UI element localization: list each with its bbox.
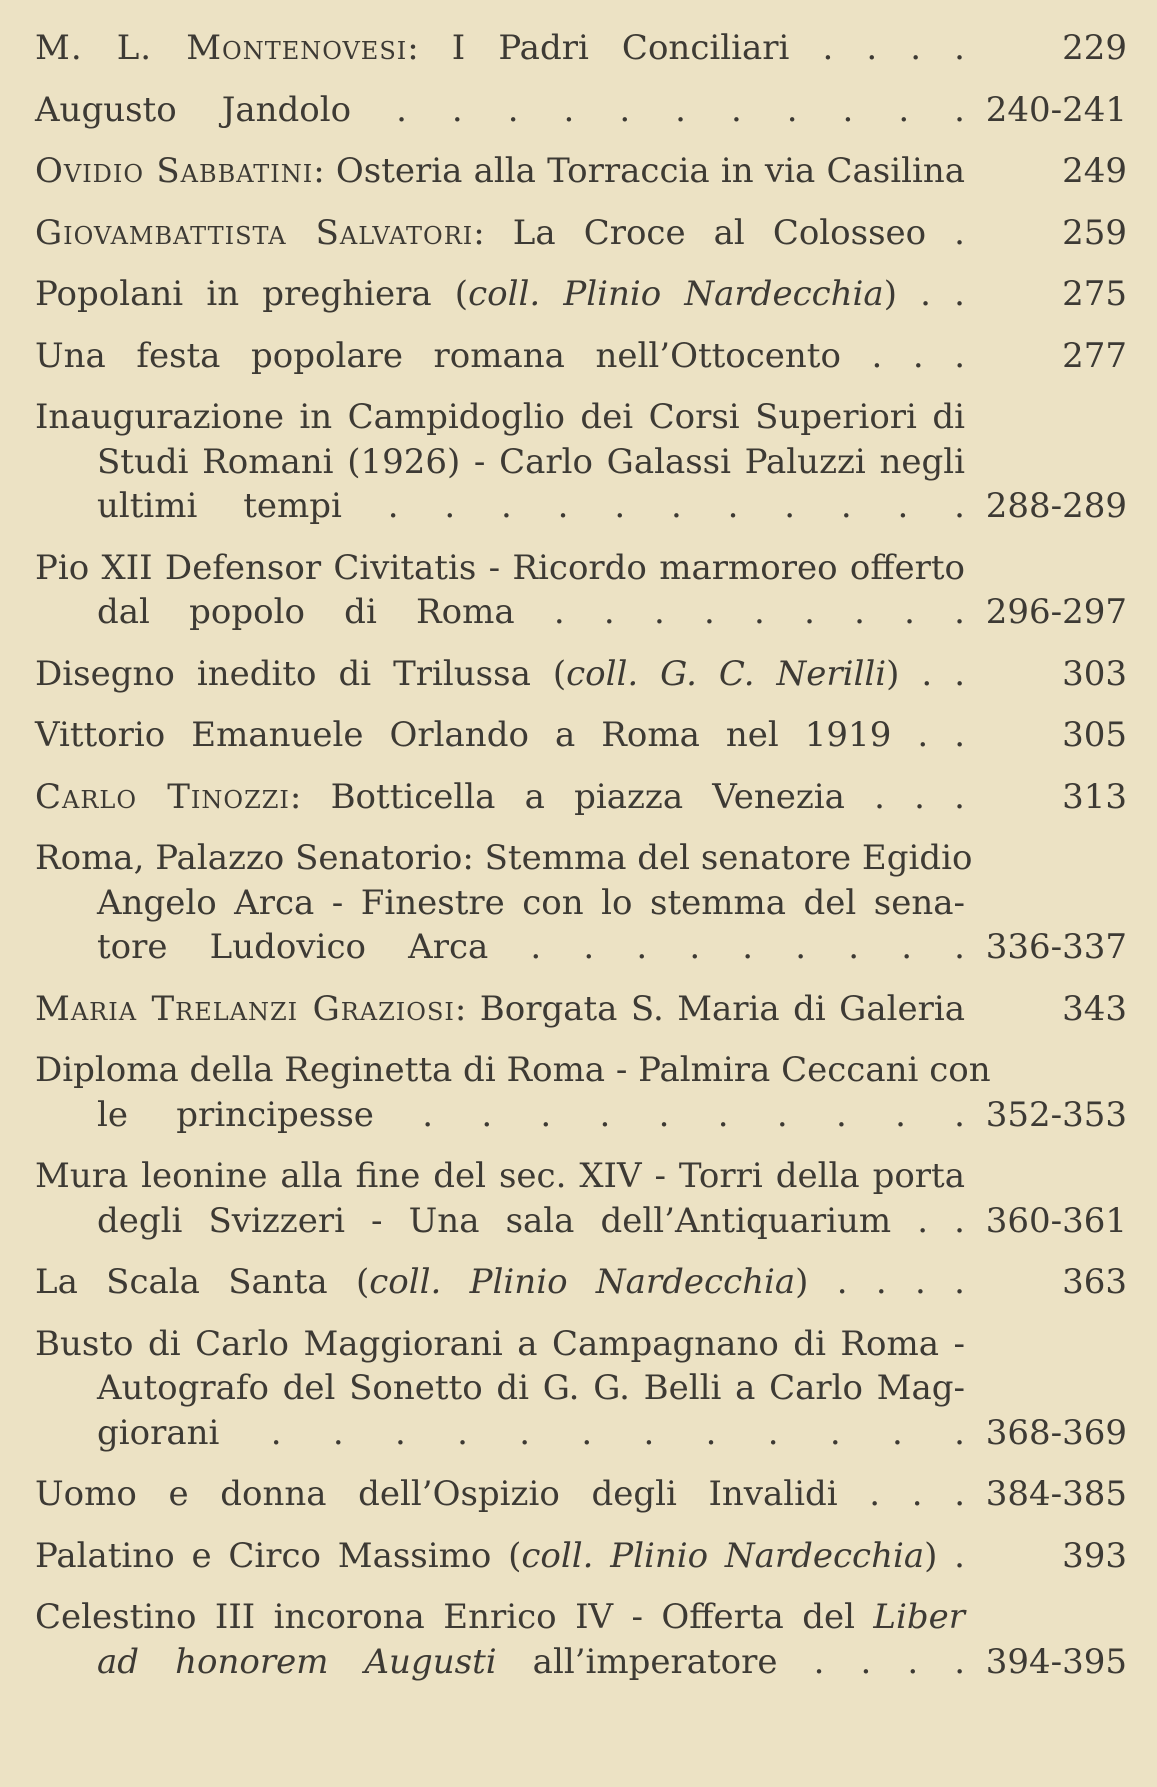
title-text: all’imperatore . . . . — [496, 1641, 965, 1682]
toc-entry — [35, 26, 1127, 71]
toc-line — [35, 149, 1127, 194]
toc-entry — [35, 211, 1127, 256]
title-text: : I Padri Conciliari . . . . — [407, 28, 965, 68]
title-text: giorani . . . . . . . . . . . . — [97, 1412, 965, 1453]
toc-entry — [35, 546, 1127, 635]
page-number: 363 — [1062, 1262, 1127, 1302]
author-name: M. L. — [35, 28, 187, 68]
page-number: 229 — [1062, 28, 1127, 68]
toc-entry — [35, 395, 1127, 529]
toc-line — [35, 440, 1127, 485]
toc-line — [35, 652, 1127, 697]
toc-line — [35, 1534, 1127, 1579]
toc-line — [35, 836, 1127, 881]
title-text: Celestino III incorona Enrico IV - Offerta del — [35, 1597, 874, 1637]
toc-line — [35, 775, 1127, 820]
entry-title-line — [35, 272, 965, 317]
title-text: : La Croce al Colosseo . — [473, 212, 965, 253]
entry-title-line — [97, 590, 965, 635]
entry-title-line — [35, 1322, 965, 1367]
toc-line — [35, 925, 1127, 970]
page-number: 360-361 — [985, 1200, 1127, 1241]
author-name: Carlo Tinozzi — [35, 776, 290, 817]
title-text: Uomo e donna dell’Ospizio degli Invalidi . . . — [35, 1474, 965, 1514]
page-number: 296-297 — [985, 592, 1127, 632]
entry-title-line — [35, 1048, 991, 1093]
entry-title-line — [97, 440, 965, 485]
author-name: Montenovesi — [186, 28, 408, 68]
toc-line — [35, 1322, 1127, 1367]
entry-title-line — [35, 395, 965, 440]
entry-title-line — [97, 1411, 965, 1456]
entry-title-line — [35, 88, 965, 133]
title-text: : Osteria alla Torraccia in via Casilina — [313, 151, 965, 191]
entry-title-line — [35, 211, 965, 256]
entry-title-line — [35, 1154, 965, 1199]
toc-entry — [35, 1048, 1127, 1137]
entry-title-line — [97, 881, 965, 926]
page-number: 249 — [1062, 151, 1127, 191]
page-number: 394-395 — [985, 1641, 1127, 1682]
toc-line — [35, 1154, 1127, 1199]
page-number: 305 — [1062, 715, 1127, 755]
toc-line — [35, 590, 1127, 635]
page-number: 368-369 — [985, 1412, 1127, 1453]
title-text: La Scala Santa ( — [35, 1262, 370, 1302]
toc-entry — [35, 775, 1127, 820]
entry-title-line — [97, 1199, 965, 1244]
entry-title-line — [35, 149, 965, 194]
toc-line — [35, 272, 1127, 317]
author-name: Ovidio Sabbatini — [35, 151, 314, 191]
title-text: dal popolo di Roma . . . . . . . . . — [97, 592, 965, 632]
title-text: Una festa popolare romana nell’Ottocento . . . — [35, 335, 965, 376]
page-number: 259 — [1062, 212, 1127, 253]
title-text: ultimi tempi . . . . . . . . . . . — [97, 486, 965, 526]
entry-title-line — [35, 987, 965, 1032]
entry-title-line — [35, 26, 965, 71]
toc-line — [35, 713, 1127, 758]
title-text: Popolani in preghiera ( — [35, 274, 469, 314]
title-text: ) . . . . — [795, 1262, 965, 1302]
toc-line — [35, 1411, 1127, 1456]
toc-line — [35, 1093, 1127, 1138]
table-of-contents — [35, 26, 1127, 1701]
italic-text: ad honorem Augusti — [97, 1641, 497, 1682]
toc-line — [35, 987, 1127, 1032]
entry-title-line — [35, 546, 965, 591]
toc-line — [35, 88, 1127, 133]
entry-title-line — [35, 836, 973, 881]
page-number: 393 — [1062, 1535, 1127, 1576]
title-text: Vittorio Emanuele Orlando a Roma nel 1919 . . — [35, 715, 965, 755]
page-number: 240-241 — [985, 89, 1127, 130]
toc-entry — [35, 987, 1127, 1032]
toc-line — [35, 1366, 1127, 1411]
title-text: Studi Romani (1926) - Carlo Galassi Paluzzi negli — [97, 441, 965, 482]
page-number: 384-385 — [985, 1474, 1127, 1514]
entry-title-line — [97, 1640, 965, 1685]
toc-entry — [35, 1534, 1127, 1579]
entry-title-line — [97, 1093, 965, 1138]
toc-line — [35, 1260, 1127, 1305]
toc-line — [35, 1640, 1127, 1685]
page-number: 277 — [1062, 335, 1127, 376]
toc-line — [35, 1472, 1127, 1517]
title-text: ) . . — [883, 274, 965, 314]
italic-text: Liber — [873, 1597, 965, 1637]
title-text: Angelo Arca - Finestre con lo stemma del sena- — [97, 882, 965, 923]
title-text: Roma, Palazzo Senatorio: Stemma del senatore Egidio — [35, 838, 973, 878]
title-text: Diploma della Reginetta di Roma - Palmira Ceccani con — [35, 1050, 991, 1090]
title-text: Mura leonine alla fine del sec. XIV - Torri della porta — [35, 1156, 965, 1196]
toc-entry — [35, 272, 1127, 317]
title-text: Pio XII Defensor Civitatis - Ricordo marmoreo offerto — [35, 547, 965, 588]
title-text: ) . . — [886, 653, 965, 694]
toc-line — [35, 26, 1127, 71]
toc-line — [35, 1595, 1127, 1640]
title-text: ) . — [924, 1535, 965, 1576]
title-text: Busto di Carlo Maggiorani a Campagnano di Roma - — [35, 1323, 965, 1364]
toc-entry — [35, 836, 1127, 970]
toc-entry — [35, 1472, 1127, 1517]
title-text: degli Svizzeri - Una sala dell’Antiquarium . . — [97, 1200, 965, 1241]
toc-entry — [35, 1260, 1127, 1305]
entry-title-line — [35, 713, 965, 758]
entry-title-line — [35, 652, 965, 697]
title-text: le principesse . . . . . . . . . . — [97, 1094, 965, 1135]
toc-line — [35, 334, 1127, 379]
title-text: Palatino e Circo Massimo ( — [35, 1535, 522, 1576]
title-text: : Botticella a piazza Venezia . . . — [289, 776, 965, 817]
toc-entry — [35, 149, 1127, 194]
page-number: 288-289 — [985, 486, 1127, 526]
title-text: Augusto Jandolo . . . . . . . . . . . — [35, 89, 965, 130]
title-text: tore Ludovico Arca . . . . . . . . . — [97, 927, 965, 967]
entry-title-line — [35, 334, 965, 379]
entry-title-line — [35, 1534, 965, 1579]
entry-title-line — [35, 1472, 965, 1517]
toc-line — [35, 395, 1127, 440]
page-number: 303 — [1062, 653, 1127, 694]
page-number: 336-337 — [985, 927, 1127, 967]
author-name: Giovambattista Salvatori — [35, 212, 474, 253]
entry-title-line — [97, 925, 965, 970]
toc-line — [35, 211, 1127, 256]
toc-line — [35, 546, 1127, 591]
title-text: Autografo del Sonetto di G. G. Belli a Carlo Mag- — [97, 1368, 965, 1408]
title-text: Disegno inedito di Trilussa ( — [35, 653, 567, 694]
toc-entry — [35, 334, 1127, 379]
entry-title-line — [97, 484, 965, 529]
toc-line — [35, 881, 1127, 926]
toc-line — [35, 484, 1127, 529]
toc-entry — [35, 1595, 1127, 1684]
title-text: : Borgata S. Maria di Galeria — [454, 988, 965, 1029]
author-name: Maria Trelanzi Graziosi — [35, 988, 455, 1029]
italic-text: coll. Plinio Nardecchia — [369, 1262, 796, 1302]
toc-entry — [35, 88, 1127, 133]
toc-entry — [35, 713, 1127, 758]
toc-entry — [35, 1322, 1127, 1456]
entry-title-line — [35, 1595, 965, 1640]
italic-text: coll. G. C. Nerilli — [566, 653, 887, 694]
entry-title-line — [35, 775, 965, 820]
entry-title-line — [35, 1260, 965, 1305]
toc-entry — [35, 652, 1127, 697]
toc-line — [35, 1199, 1127, 1244]
italic-text: coll. Plinio Nardecchia — [468, 274, 884, 314]
toc-line — [35, 1048, 1127, 1093]
page-number: 343 — [1062, 988, 1127, 1029]
entry-title-line — [97, 1366, 965, 1411]
title-text: Inaugurazione in Campidoglio dei Corsi Superiori di — [35, 397, 965, 437]
italic-text: coll. Plinio Nardecchia — [521, 1535, 925, 1576]
toc-entry — [35, 1154, 1127, 1243]
page-number: 275 — [1062, 274, 1127, 314]
page-number: 352-353 — [985, 1094, 1127, 1135]
page-number: 313 — [1062, 776, 1127, 817]
